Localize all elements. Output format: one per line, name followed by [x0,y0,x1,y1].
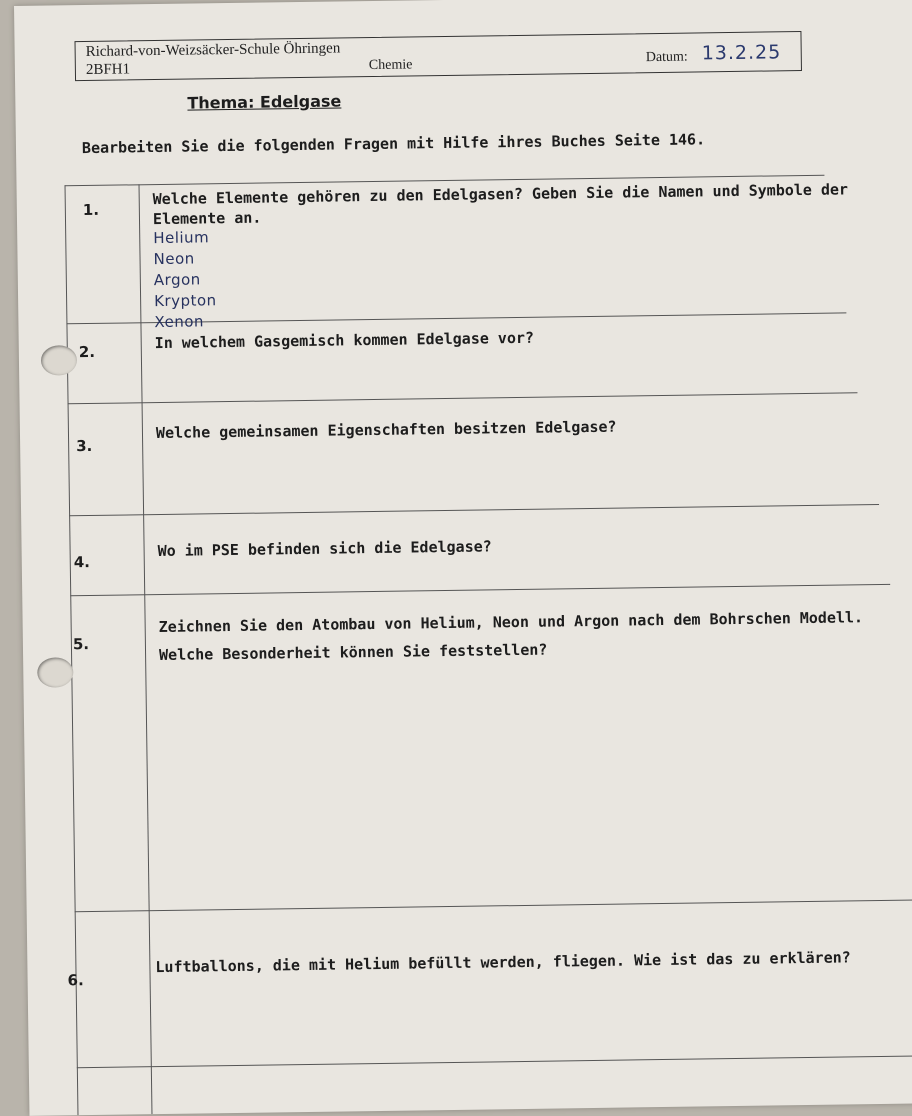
instruction-text: Bearbeiten Sie die folgenden Fragen mit Hilfe ihres Buches Seite 146. [81,130,706,158]
question-text: Welche Elemente gehören zu den Edelgasen? Geben Sie die Namen und Symbole der [152,180,849,209]
class-name: 2BFH1 [85,61,131,79]
question-number: 4. [73,552,91,572]
date-value: 13.2.25 [701,41,782,65]
question-text: Luftballons, die mit Helium befüllt werden, fliegen. Wie ist das zu erklären? [155,948,851,977]
row-divider [68,392,858,404]
question-number: 3. [76,436,93,456]
answer-line: Krypton [154,291,217,311]
date-label: Datum: [645,49,688,66]
answer-line: Neon [153,249,195,269]
school-name: Richard-von-Weizsäcker-Schule Öhringen [85,40,341,61]
question-number: 1. [82,200,100,220]
punch-hole [37,657,73,687]
row-divider [69,504,879,516]
question-number: 6. [67,971,84,990]
handwritten-answers [153,227,217,333]
punch-hole [41,345,77,375]
row-divider [70,584,890,596]
question-text: Elemente an. [152,208,262,229]
question-text: Zeichnen Sie den Atombau von Helium, Neon und Argon nach dem Bohrschen Modell. [158,608,864,637]
question-text: Wo im PSE befinden sich die Edelgase? [157,537,492,561]
page-title: Thema: Edelgase [187,91,342,113]
question-number: 5. [72,635,90,654]
answer-line: Argon [153,270,201,290]
answer-line: Helium [153,228,210,248]
number-column-divider [139,184,153,1114]
question-text: Welche Besonderheit können Sie feststellen? [158,640,548,665]
row-divider [75,899,912,912]
question-text: In welchem Gasgemisch kommen Edelgase vor? [154,328,535,353]
header-box [74,31,801,81]
answer-line: Xenon [154,312,205,332]
question-number: 2. [78,342,96,362]
worksheet-page [14,0,912,1116]
subject: Chemie [368,57,413,74]
row-divider [77,1055,912,1068]
question-text: Welche gemeinsamen Eigenschaften besitzen Edelgase? [155,417,617,443]
